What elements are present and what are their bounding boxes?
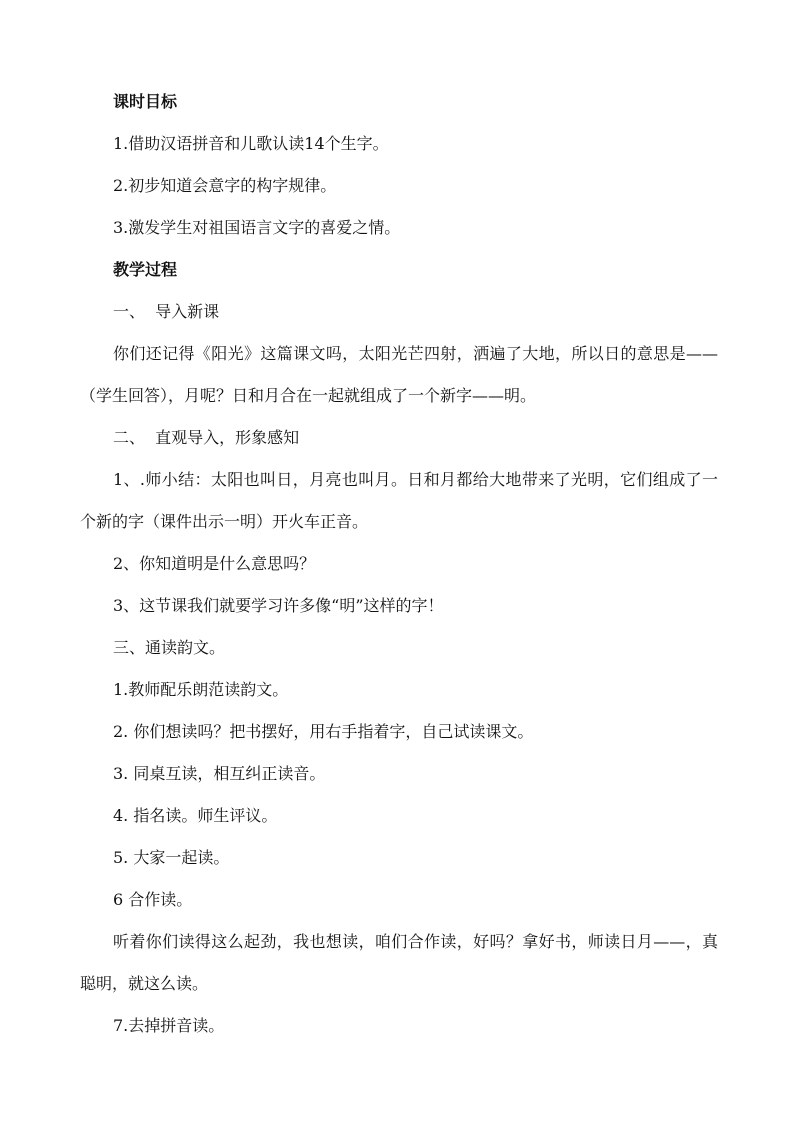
section-2-item-3: 3、这节课我们就要学习许多像“明”这样的字！ (113, 596, 444, 615)
goal-item-2: 2.初步知道会意字的构字规律。 (113, 176, 337, 195)
document-body (80, 81, 720, 1047)
section-2-title: 二、 直观导入，形象感知 (113, 428, 300, 447)
section-3-paragraph: 听着你们读得这么起劲，我也想读，咱们合作读，好吗？拿好书，师读日月——，真聪明，就这么读。 (80, 932, 718, 993)
section-1-title: 一、 导入新课 (113, 302, 220, 321)
goal-heading: 课时目标 (113, 92, 178, 111)
section-3-item-1: 1.教师配乐朗范读韵文。 (113, 680, 289, 699)
section-3-item-5: 5. 大家一起读。 (113, 848, 230, 867)
section-1-paragraph: 你们还记得《阳光》这篇课文吗，太阳光芒四射，洒遍了大地，所以日的意思是——（学生回答），月呢？日和月合在一起就组成了一个新字——明。 (80, 344, 718, 405)
section-3-item-6: 6 合作读。 (113, 890, 193, 909)
section-3-item-2: 2. 你们想读吗？把书摆好，用右手指着字，自己试读课文。 (113, 722, 534, 741)
section-2-item-2: 2、你知道明是什么意思吗？ (113, 554, 316, 573)
section-3-title: 三、通读韵文。 (113, 638, 226, 657)
section-2-item-1: 1、.师小结：太阳也叫日，月亮也叫月。日和月都给大地带来了光明，它们组成了一个新的字（课件出示一明）开火车正音。 (80, 470, 718, 531)
goal-item-1: 1.借助汉语拼音和儿歌认读14个生字。 (113, 134, 389, 153)
section-3-item-3: 3. 同桌互读，相互纠正读音。 (113, 764, 326, 783)
process-heading: 教学过程 (113, 260, 178, 279)
goal-item-3: 3.激发学生对祖国语言文字的喜爱之情。 (113, 218, 401, 237)
section-3-item-7: 7.去掉拼音读。 (113, 1016, 225, 1035)
section-3-item-4: 4. 指名读。师生评议。 (113, 806, 278, 825)
